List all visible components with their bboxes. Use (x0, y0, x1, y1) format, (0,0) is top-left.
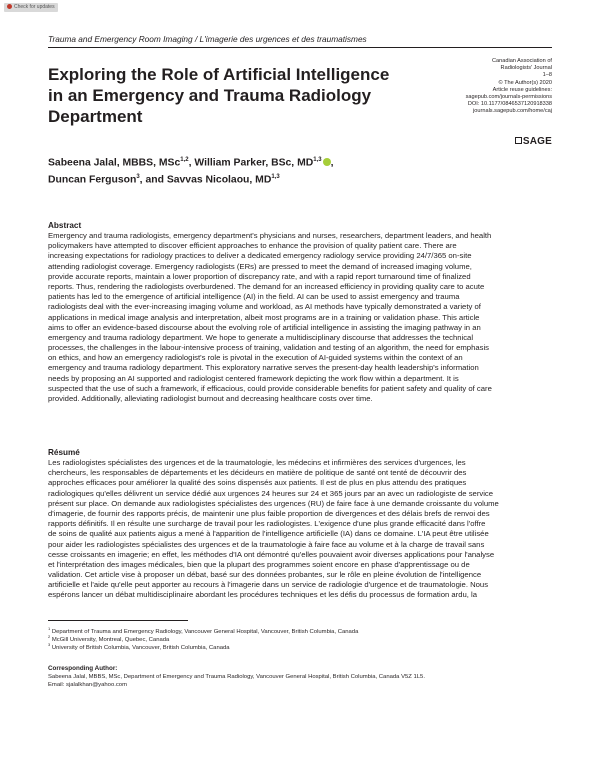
abstract-line: suspected that the use of such a framework, if efficacious, could provide considerable benefits for patient safety and quality of care (48, 383, 492, 393)
author-name: Duncan Ferguson (48, 174, 137, 186)
resume-line: espérons lancer un débat multidisciplinaire abordant les procédures techniques et les défis du processus de formation ardu, la (48, 590, 478, 600)
abstract-line: emergency and trauma radiology department. This exploratory narrative serves the present-day health leadership's information (48, 363, 479, 373)
footnote-text: McGill University, Montreal, Quebec, Canada (51, 636, 170, 643)
corresponding-address: Sabeena Jalal, MBBS, MSc, Department of Emergency and Trauma Radiology, Vancouver General Hospital, British Columbia, Canada V5Z 1L5. (48, 674, 425, 680)
footnote (48, 641, 230, 653)
journal-home-link[interactable]: journals.sagepub.com/home/caj (473, 108, 552, 115)
abstract-line: patients has led to the emergence of artificial intelligence (AI) in the field. AI can be used to assist emergency and trauma (48, 292, 460, 302)
orcid-icon[interactable] (323, 158, 331, 166)
resume-line: pour aider les radiologistes spécialistes des urgences et de la traumatologie à faire face au volume et à la charge de travail sans (48, 539, 485, 549)
abstract-line: increasing expectations for radiology practices to deliver a dedicated emergency radiology service providing 24/7/365 on-site (48, 251, 472, 261)
resume-line: présent sur place. On demande aux radiologistes spécialistes des urgences (RU) de faire face à une demande croissante du volume (48, 498, 499, 508)
check-for-updates-badge[interactable] (4, 3, 58, 12)
abstract-line: processes, the challenges in the labour-intensive process of training, validation and testing of an algorithm, the need for emphasis (48, 343, 490, 353)
update-icon (7, 4, 12, 9)
author-affiliation: 1,3 (313, 157, 322, 163)
abstract-line: policymakers have attempted to discover efficient approaches to enhance the provision of quality patient care. There are (48, 241, 457, 251)
journal-section-header: Trauma and Emergency Room Imaging / L'imagerie des urgences et des traumatismes (48, 34, 367, 44)
article-title (48, 64, 418, 127)
check-for-updates-label: Check for updates (14, 4, 55, 10)
permissions-link[interactable]: sagepub.com/journals-permissions (465, 94, 552, 101)
abstract-line: needs by proposing an AI supported and radiologist centered framework depicting the work flow within a department. It is (48, 373, 459, 383)
abstract-line: Emergency and trauma radiologists, emergency department's physicians and nurses, researchers, department leaders, and health (48, 231, 492, 240)
resume-line: approches efficaces pour améliorer la qualité des soins dispensés aux patients. Il est de plus en plus attendu des pratiques (48, 478, 467, 488)
abstract-heading: Abstract (48, 221, 82, 230)
abstract-line: provide accurate reports, maintain a lower proportion of discrepancy rate, and with a rapid report turnaround time of finalized (48, 271, 471, 281)
abstract-line: attending radiologist coverage. Emergency radiologists (ERs) are pressed to meet the demand of increased imaging volume, (48, 261, 472, 271)
title-line: Department (48, 107, 143, 126)
resume-heading: Résumé (48, 448, 80, 457)
resume-line: rapports définitifs. Il en résulte une surcharge de travail pour les radiologistes. L'exigence d'une plus grande efficacité dans l'offre (48, 519, 486, 529)
abstract-body (48, 231, 554, 404)
footnote-text: University of British Columbia, Vancouver, British Columbia, Canada (51, 644, 230, 651)
corresponding-author-heading: Corresponding Author: (48, 665, 118, 672)
meta-line: Canadian Association of (491, 58, 552, 64)
title-line: Exploring the Role of Artificial Intelligence (48, 65, 390, 84)
resume-line: Les radiologistes spécialistes des urgences et de la traumatologie, les médecins et infirmières des services d'urgences, les (48, 458, 466, 467)
resume-line: artificielle et l'aide qu'elle peut apporter au recours à l'imagerie dans un service de radiologie d'urgence et de traumatologie. Nous (48, 580, 489, 590)
corresponding-author (48, 674, 425, 689)
abstract-line: on ethics, and how an emergency radiologist's role is pivotal in the execution of AI-guided systems within the context of an (48, 353, 463, 363)
meta-line: Article reuse guidelines: (492, 86, 552, 93)
resume-line: radiologiques qu'elles délivrent un service dédié aux urgences 24 heures sur 24 et 365 jours par an avec un radiologiste de service (48, 488, 494, 498)
meta-line: © The Author(s) 2020 (498, 79, 552, 86)
doi-link[interactable]: DOI: 10.1177/0846537120918338 (467, 101, 552, 108)
header-rule (48, 47, 552, 48)
abstract-line: applications in medical image analysis and interpretation, albeit most programs are in a training or validation phase. This article (48, 312, 480, 322)
abstract-line: emergency and trauma radiology department. We hope to generate a multidisciplinary discourse that addresses the technical (48, 332, 474, 342)
meta-line: Radiologists' Journal (500, 65, 552, 72)
author-name: William Parker, BSc, MD (194, 157, 314, 169)
resume-body (48, 458, 554, 601)
abstract-line: radiologists deal with the ever-increasing imaging volume and workload, as AI methods have typically demonstrated a variety of (48, 302, 481, 312)
title-line: in an Emergency and Trauma Radiology (48, 86, 372, 105)
resume-line: d'imagerie, de fournir des rapports précis, de maintenir une plus faible proportion de divergences et des délais brefs de renvoi des (48, 508, 490, 518)
footnote-number: 2 (48, 634, 51, 639)
resume-line: chercheurs, les responsables de départements et les décideurs en matière de politique de santé ont tenté de découvrir des (48, 468, 467, 478)
footnote-rule (48, 620, 188, 621)
author-affiliation: 1,2 (180, 157, 189, 163)
sage-logo (515, 136, 552, 147)
author-affiliation: 3 (136, 174, 140, 181)
corresponding-email[interactable]: Email: sjalalkhan@yahoo.com (48, 681, 127, 688)
footnote-number: 3 (48, 642, 51, 647)
sage-square-icon (515, 137, 522, 144)
author-affiliation: 1,3 (271, 174, 280, 181)
author-name: Savvas Nicolaou, MD (166, 174, 272, 186)
resume-line: cesse croissants en imagerie; en effet, les méthodes d'IA ont démontré qu'elles pouvaient avoir diverses applications pour l'analyse (48, 549, 495, 559)
journal-meta (442, 58, 552, 116)
abstract-line: provided. Additionally, alleviating radiologist burnout and decreasing healthcare costs over time. (48, 394, 373, 403)
footnote-text: Department of Trauma and Emergency Radiology, Vancouver General Hospital, Vancouver, British Columbia, Canada (51, 628, 359, 635)
resume-line: de soins de qualité aux patients aigus a mené à l'apparition de l'intelligence artificielle (IA) dans ce domaine. L'IA peut être utilisée (48, 529, 489, 539)
author-name: Sabeena Jalal, MBBS, MSc (48, 157, 181, 169)
resume-line: et l'interprétation des images médicales, bien que la plupart des programmes soient encore en phase d'apprentissage ou de (48, 559, 470, 569)
footnote-number: 1 (48, 626, 51, 631)
meta-line: 1–8 (542, 72, 552, 79)
abstract-line: reports. Thus, rendering the radiologists overburdened. The demand for an increased efficiency in providing quality care to acute (48, 281, 485, 291)
author-list: Sabeena Jalal, MBBS, MSc$^{1,2}$, William Parker, BSc, MD$^{1,3}$ , Duncan Ferguson$^3$, and Savvas Nicolaou, MD$^{1,3}$ (48, 157, 334, 186)
resume-line: validation. Cet article vise à proposer un débat, basé sur des données probantes, sur le rôle en pleine évolution de l'intelligence (48, 570, 482, 580)
publisher-name: SAGE (522, 136, 552, 147)
abstract-line: aims to offer an evidence-based discourse about the evolving role of artificial intelligence in assisting the imaging pathway in an (48, 322, 481, 332)
